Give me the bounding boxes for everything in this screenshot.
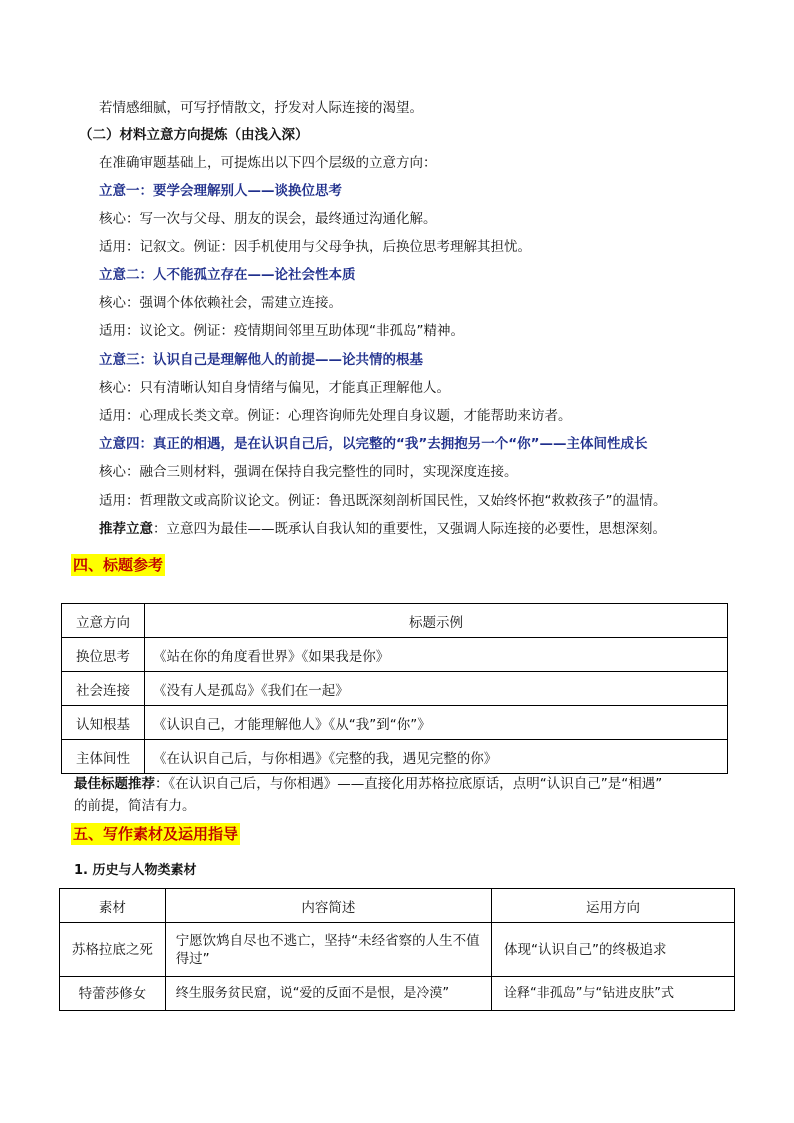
- best-title-label: 最佳标题推荐: [74, 776, 155, 792]
- direction-cell: 换位思考: [62, 638, 145, 672]
- intro-line: 若情感细腻，可写抒情散文，抒发对人际连接的渴望。: [99, 100, 423, 116]
- best-title-line-2: 的前提，简洁有力。: [74, 798, 196, 814]
- material-cell: 特蕾莎修女: [60, 977, 166, 1011]
- material-table-header: [60, 889, 735, 923]
- sub-title: 1. 历史与人物类素材: [74, 863, 197, 878]
- material-cell: 苏格拉底之死: [60, 923, 166, 977]
- recommend-text: ：立意四为最佳——既承认自我认知的重要性，又强调人际连接的必要性，思想深刻。: [153, 521, 666, 537]
- theme-1-use: 适用：记叙文。例证：因手机使用与父母争执，后换位思考理解其担忧。: [99, 239, 531, 255]
- table-row: [60, 923, 735, 977]
- theme-1-heading: 立意一：要学会理解别人——谈换位思考: [99, 183, 342, 199]
- theme-3-use: 适用：心理成长类文章。例证：心理咨询师先处理自身议题，才能帮助来访者。: [99, 408, 572, 424]
- header-material: 素材: [60, 889, 166, 923]
- title-examples-cell: 《在认识自己后，与你相遇》《完整的我，遇见完整的你》: [145, 740, 728, 774]
- title-examples-cell: 《站在你的角度看世界》《如果我是你》: [145, 638, 728, 672]
- header-usage: 运用方向: [492, 889, 735, 923]
- title-examples-cell: 《认识自己，才能理解他人》《从“我”到“你”》: [145, 706, 728, 740]
- summary-cell: 宁愿饮鸩自尽也不逃亡，坚持“未经省察的人生不值得过”: [165, 923, 491, 977]
- header-direction: 立意方向: [62, 604, 145, 638]
- usage-cell: 体现“认识自己”的终极追求: [492, 923, 735, 977]
- theme-4-heading: 立意四：真正的相遇，是在认识自己后，以完整的“我”去拥抱另一个“你”——主体间性成长: [99, 436, 648, 452]
- theme-2-heading: 立意二：人不能孤立存在——论社会性本质: [99, 267, 356, 283]
- section5-title: 五、写作素材及运用指导: [73, 825, 239, 843]
- table-row: [62, 740, 728, 774]
- table-row: [60, 977, 735, 1011]
- recommend-line: [99, 520, 666, 538]
- title-table-header: [62, 604, 728, 638]
- header-summary: 内容简述: [165, 889, 491, 923]
- usage-cell: 诠释“非孤岛”与“钻进皮肤”式: [492, 977, 735, 1011]
- theme-3-core: 核心：只有清晰认知自身情绪与偏见，才能真正理解他人。: [99, 380, 450, 396]
- table-row: [62, 672, 728, 706]
- title-examples-cell: 《没有人是孤岛》《我们在一起》: [145, 672, 728, 706]
- header-title-examples: 标题示例: [145, 604, 728, 638]
- title-table: [61, 603, 728, 774]
- section4-title: 四、标题参考: [73, 556, 164, 574]
- table-row: [62, 706, 728, 740]
- direction-cell: 认知根基: [62, 706, 145, 740]
- part2-intro: 在准确审题基础上，可提炼出以下四个层级的立意方向：: [99, 155, 437, 171]
- table-row: [62, 638, 728, 672]
- best-title-text-1: ：《在认识自己后，与你相遇》——直接化用苏格拉底原话，点明“认识自己”是“相遇”: [155, 776, 663, 792]
- direction-cell: 主体间性: [62, 740, 145, 774]
- theme-1-core: 核心：写一次与父母、朋友的误会，最终通过沟通化解。: [99, 211, 437, 227]
- recommend-label: 推荐立意: [99, 521, 153, 537]
- best-title-line-1: [74, 775, 662, 793]
- material-table: [59, 888, 735, 1011]
- theme-3-heading: 立意三：认识自己是理解他人的前提——论共情的根基: [99, 352, 423, 368]
- summary-cell: 终生服务贫民窟，说“爱的反面不是恨，是冷漠”: [165, 977, 491, 1011]
- theme-2-core: 核心：强调个体依赖社会，需建立连接。: [99, 295, 342, 311]
- theme-4-use: 适用：哲理散文或高阶议论文。例证：鲁迅既深刻剖析国民性，又始终怀抱“救救孩子”的温情。: [99, 493, 667, 509]
- theme-2-use: 适用：议论文。例证：疫情期间邻里互助体现“非孤岛”精神。: [99, 323, 464, 339]
- part2-title: （二）材料立意方向提炼（由浅入深）: [79, 127, 309, 143]
- theme-4-core: 核心：融合三则材料，强调在保持自我完整性的同时，实现深度连接。: [99, 464, 518, 480]
- direction-cell: 社会连接: [62, 672, 145, 706]
